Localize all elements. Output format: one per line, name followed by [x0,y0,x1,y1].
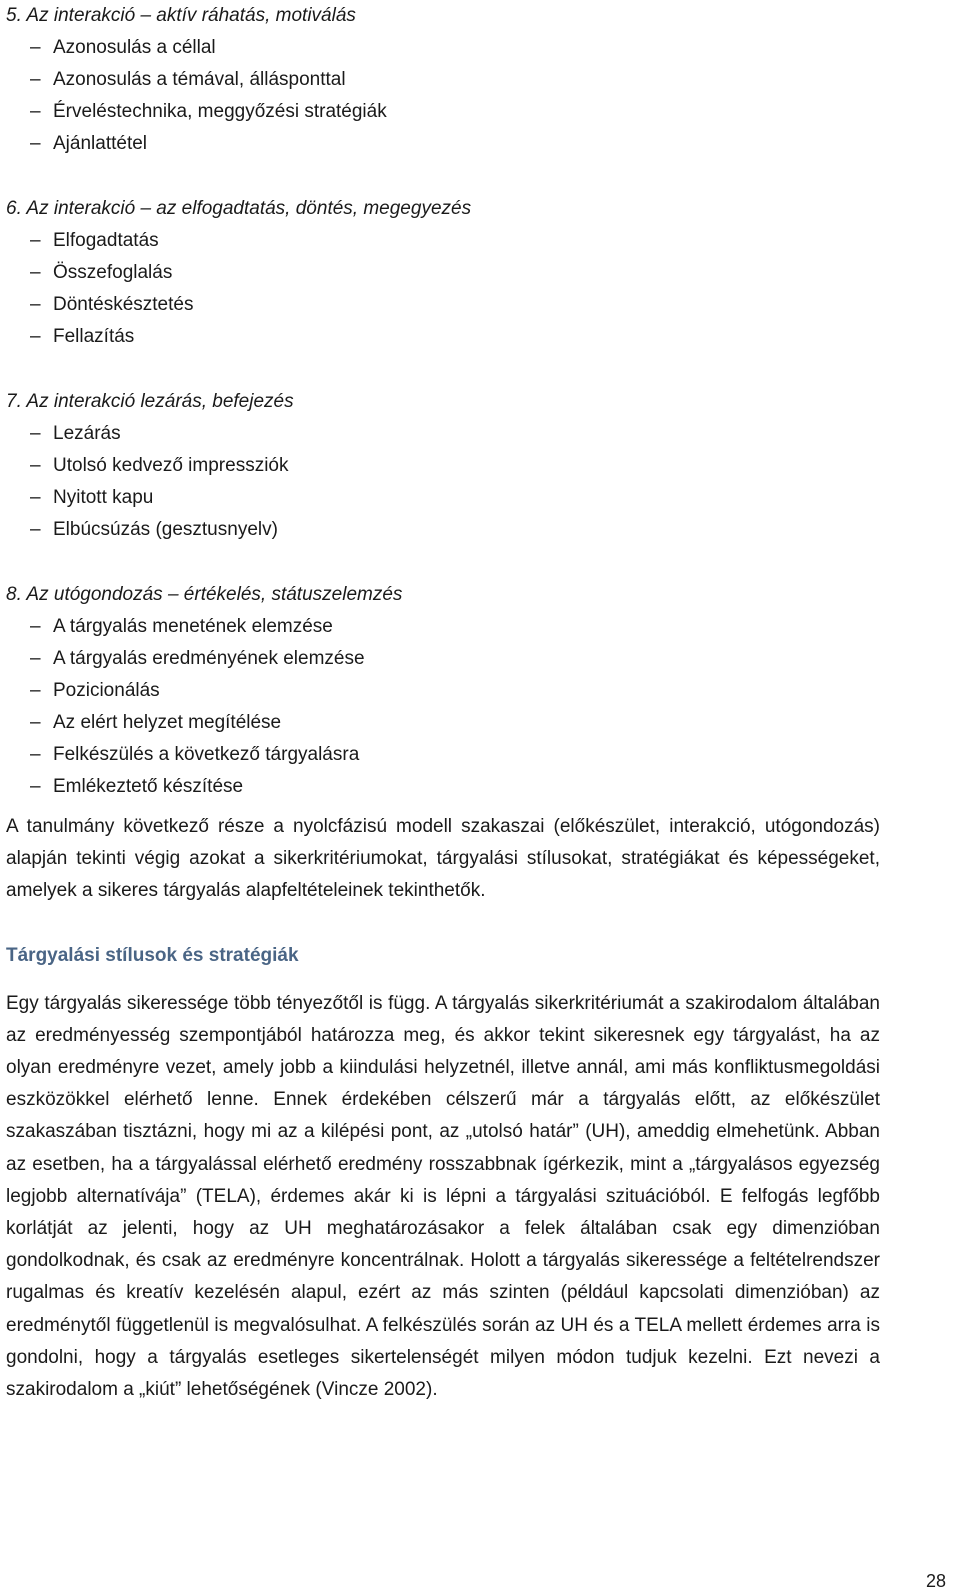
phase-step [6,482,880,514]
dash-bullet: – [30,487,41,508]
phase-section [6,579,880,803]
phase-step [6,257,880,289]
phase-step-label: Fellazítás [53,326,135,347]
phase-step [6,418,880,450]
dash-bullet: – [30,455,41,476]
phase-step [6,514,880,546]
phase-outline [6,0,880,803]
phase-step [6,450,880,482]
dash-bullet: – [30,519,41,540]
phase-step-label: A tárgyalás eredményének elemzése [53,648,365,669]
phase-step-label: Utolsó kedvező impressziók [53,455,289,476]
phase-step-label: A tárgyalás menetének elemzése [53,616,333,637]
phase-step-label: Nyitott kapu [53,487,154,508]
page-number: 28 [925,1571,946,1591]
dash-bullet: – [30,616,41,637]
phase-title: 5. Az interakció – aktív ráhatás, motiválás [6,5,356,26]
phase-step [6,643,880,675]
phase-title: 6. Az interakció – az elfogadtatás, döntés, megegyezés [6,198,472,219]
phase-step [6,707,880,739]
phase-step-label: Azonosulás a céllal [53,37,216,58]
phase-step-label: Az elért helyzet megítélése [53,712,282,733]
phase-step-label: Lezárás [53,423,121,444]
phase-step-label: Ajánlattétel [53,133,148,154]
dash-bullet: – [30,101,41,122]
dash-bullet: – [30,680,41,701]
phase-title: 7. Az interakció lezárás, befejezés [6,391,294,412]
phase-step-label: Elfogadtatás [53,230,159,251]
phase-step-list [6,225,880,353]
phase-step [6,225,880,257]
dash-bullet: – [30,326,41,347]
phase-step-label: Összefoglalás [53,262,173,283]
document-page [6,0,880,1406]
phase-step [6,321,880,353]
phase-step-label: Döntéskésztetés [53,294,194,315]
section-gap [6,160,880,193]
section-gap [6,353,880,386]
phase-step-label: Felkészülés a következő tárgyalásra [53,744,360,765]
phase-step [6,771,880,803]
phase-step [6,611,880,643]
section-heading: Tárgyalási stílusok és stratégiák [6,944,299,966]
phase-step-list [6,32,880,160]
phase-section [6,386,880,546]
phase-step [6,32,880,64]
phase-step-label: Elbúcsúzás (gesztusnyelv) [53,519,278,540]
phase-step [6,675,880,707]
dash-bullet: – [30,133,41,154]
phase-step-list [6,418,880,546]
dash-bullet: – [30,69,41,90]
phase-step-label: Érveléstechnika, meggyőzési stratégiák [53,101,387,122]
phase-step [6,96,880,128]
dash-bullet: – [30,230,41,251]
intro-paragraph: A tanulmány következő része a nyolcfázisú modell szakaszai (előkészület, interakció, utógondozás) alapján tekinti végig azokat a sikerkritériumokat, tárgyalási stílusokat, stratégiákat és képességeket, amelyek a sikeres tárgyalás alapfeltételeinek tekinthetők. [6,816,880,902]
phase-title: 8. Az utógondozás – értékelés, státuszelemzés [6,584,403,605]
phase-step [6,289,880,321]
dash-bullet: – [30,37,41,58]
dash-bullet: – [30,776,41,797]
phase-section [6,193,880,353]
dash-bullet: – [30,712,41,733]
dash-bullet: – [30,262,41,283]
phase-step-list [6,611,880,803]
dash-bullet: – [30,744,41,765]
phase-step-label: Azonosulás a témával, állásponttal [53,69,346,90]
phase-step [6,128,880,160]
dash-bullet: – [30,423,41,444]
phase-step-label: Pozicionálás [53,680,160,701]
section-gap [6,546,880,579]
phase-step [6,739,880,771]
phase-step [6,64,880,96]
phase-step-label: Emlékeztető készítése [53,776,244,797]
dash-bullet: – [30,648,41,669]
body-paragraph: Egy tárgyalás sikeressége több tényezőtől is függ. A tárgyalás sikerkritériumát a szakirodalom általában az eredményesség szempontjából határozza meg, és akkor tekint sikeresnek egy tárgyalást, ha az olyan eredményre vezet, amely jobb a kiindulási helyzetnél, illetve annál, ami más konfliktusmegoldási eszközökkel elérhető lenne. Ennek érdekében célszerű már a tárgyalás előtt, az előkészület szakaszában tisztázni, hogy mi az a kilépési pont, az „utolsó határ” (UH), ameddig elmehetünk. Abban az esetben, ha a tárgyalással elérhető eredmény rosszabbnak ígérkezik, mint a „tárgyalásos egyezség legjobb alternatívája” (TELA), érdemes akár ki is lépni a tárgyalási szituációból. E felfogás legfőbb korlátját az jelenti, hogy az UH meghatározásakor a felek általában csak egy dimenzióban gondolkodnak, és csak az eredményre koncentrálnak. Holott a tárgyalás sikeressége a feltételrendszer rugalmas és kreatív kezelésén alapul, ezért az más szinten (például kapcsolati dimenzióban) az eredménytől függetlenül is megvalósulhat. A felkészülés során az UH és a TELA mellett érdemes arra is gondolni, hogy a tárgyalás esetleges sikertelenségét milyen módon tudjuk kezelni. Ezt nevezi a szakirodalom a „kiút” lehetőségének (Vincze 2002). [6,992,880,1401]
dash-bullet: – [30,294,41,315]
phase-section [6,0,880,160]
